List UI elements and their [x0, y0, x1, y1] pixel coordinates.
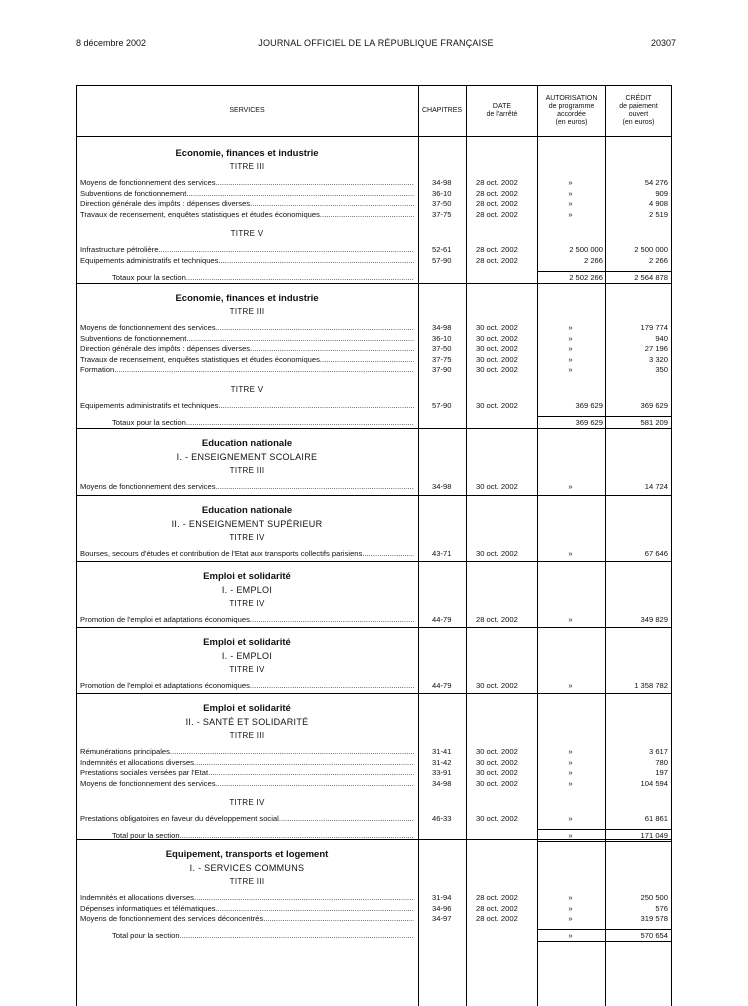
- section-title: Education nationale: [201, 438, 293, 449]
- credit-cell: 250 500: [640, 893, 668, 902]
- table-row: [76, 549, 672, 560]
- table-row: [76, 344, 672, 355]
- service-label: Infrastructure pétrolière .....: [80, 245, 414, 256]
- service-label: Subventions de fonctionnement .....: [80, 334, 414, 345]
- column-divider: [605, 86, 606, 1006]
- service-label: Subventions de fonctionnement .....: [80, 189, 414, 200]
- chapter-cell: 52-61: [432, 245, 452, 255]
- table-row: [76, 401, 672, 412]
- table-border-right: [671, 86, 672, 1006]
- titre-heading: TITRE V: [230, 229, 264, 239]
- chapter-cell: 34-98: [432, 482, 452, 491]
- autorisation-cell: »: [568, 831, 573, 840]
- autorisation-cell: »: [568, 903, 573, 913]
- credit-cell: 3 617: [648, 747, 668, 756]
- credit-cell: 1 358 782: [634, 681, 668, 690]
- chapter-cell: 57-90: [432, 401, 452, 410]
- table-row: [76, 914, 672, 925]
- date-cell: 28 oct. 2002: [476, 245, 518, 255]
- credit-cell: 570 654: [640, 930, 668, 940]
- credit-cell: 4 908: [648, 199, 668, 209]
- chapter-cell: 46-33: [432, 814, 452, 824]
- date-cell: 30 oct. 2002: [476, 549, 518, 558]
- credit-cell: 67 646: [644, 549, 668, 558]
- titre-heading: TITRE IV: [229, 599, 265, 608]
- chapter-cell: 44-79: [432, 681, 452, 690]
- autorisation-cell: »: [568, 365, 573, 375]
- titre-heading: TITRE IV: [229, 798, 265, 808]
- date-cell: 28 oct. 2002: [476, 188, 518, 198]
- total-rule: [538, 841, 672, 842]
- autorisation-cell: »: [568, 209, 573, 219]
- table-row: [76, 814, 672, 825]
- column-header-chapitres: CHAPITRES: [421, 107, 463, 114]
- autorisation-cell: 2 502 266: [569, 272, 603, 282]
- column-header-services: SERVICES: [229, 107, 265, 114]
- autorisation-cell: 2 500 000: [569, 245, 603, 255]
- header-rule: [76, 136, 672, 137]
- chapter-cell: 36-10: [432, 188, 452, 198]
- service-label: Direction générale des impôts : dépenses diverses .....: [80, 199, 414, 210]
- service-label: Bourses, secours d'études et contribution de l'Etat aux transports collectifs parisiens .....: [80, 549, 414, 560]
- chapter-cell: 31-41: [432, 747, 452, 756]
- chapter-cell: 34-96: [432, 903, 452, 913]
- autorisation-cell: »: [568, 549, 573, 558]
- titre-heading: TITRE III: [229, 877, 265, 886]
- chapter-cell: 37-50: [432, 199, 452, 209]
- table-row: [76, 779, 672, 790]
- credit-cell: 54 276: [644, 178, 668, 187]
- section-divider: [76, 561, 672, 562]
- date-cell: 30 oct. 2002: [476, 401, 518, 410]
- table-row: [76, 482, 672, 493]
- column-header-credit: CRÉDIT de paiement ouvert (en euros): [619, 95, 658, 126]
- total-rule: [538, 929, 672, 930]
- table-row: [76, 758, 672, 769]
- table-row: [76, 365, 672, 376]
- titre-heading: TITRE III: [229, 466, 265, 475]
- date-cell: 30 oct. 2002: [476, 333, 518, 343]
- titre-heading: TITRE V: [230, 385, 264, 394]
- credit-cell: 940: [655, 333, 668, 343]
- table-row: [76, 189, 672, 200]
- chapter-cell: 31-42: [432, 757, 452, 767]
- table-row: [76, 323, 672, 334]
- credit-cell: 2 564 878: [634, 272, 668, 282]
- date-cell: 30 oct. 2002: [476, 482, 518, 491]
- date-cell: 30 oct. 2002: [476, 778, 518, 788]
- service-label: Travaux de recensement, enquêtes statistiques et études économiques .....: [80, 210, 414, 221]
- chapter-cell: 33-91: [432, 768, 452, 778]
- chapter-cell: 36-10: [432, 333, 452, 343]
- service-label: Prestations sociales versées par l'Etat .....: [80, 768, 414, 779]
- total-rule: [538, 829, 672, 830]
- table-row: [76, 334, 672, 345]
- section-title: Emploi et solidarité: [203, 703, 291, 714]
- table-row: [76, 747, 672, 758]
- section-title: Emploi et solidarité: [203, 571, 291, 582]
- autorisation-cell: 369 629: [575, 417, 603, 427]
- autorisation-cell: »: [568, 681, 573, 690]
- date-cell: 30 oct. 2002: [476, 323, 518, 332]
- service-label: Direction générale des impôts : dépenses diverses .....: [80, 344, 414, 355]
- credit-cell: 14 724: [644, 482, 668, 491]
- service-label: Prestations obligatoires en faveur du développement social .....: [80, 814, 414, 825]
- service-label: Promotion de l'emploi et adaptations économiques .....: [80, 615, 414, 626]
- chapter-cell: 57-90: [432, 256, 452, 265]
- date-cell: 28 oct. 2002: [476, 914, 518, 924]
- section-title: Emploi et solidarité: [203, 637, 291, 648]
- credit-cell: 2 500 000: [634, 245, 668, 255]
- service-label: Travaux de recensement, enquêtes statistiques et études économiques .....: [80, 355, 414, 366]
- titre-heading: TITRE III: [229, 162, 265, 171]
- autorisation-cell: »: [568, 930, 573, 940]
- chapter-cell: 31-94: [432, 893, 452, 902]
- table-row: [76, 256, 672, 267]
- chapter-cell: 34-98: [432, 778, 452, 788]
- date-cell: 30 oct. 2002: [476, 681, 518, 690]
- total-label: Totaux pour la section .....: [112, 273, 414, 284]
- service-label: Moyens de fonctionnement des services déconcentrés .....: [80, 914, 414, 925]
- page-header: [76, 38, 676, 52]
- table-row: [76, 245, 672, 256]
- date-cell: 30 oct. 2002: [476, 354, 518, 364]
- titre-heading: TITRE IV: [229, 665, 265, 674]
- date-cell: 30 oct. 2002: [476, 814, 518, 824]
- date-cell: 28 oct. 2002: [476, 615, 518, 624]
- table-row: [76, 681, 672, 692]
- chapter-cell: 34-98: [432, 178, 452, 187]
- autorisation-cell: »: [568, 768, 573, 778]
- section-subtitle: II. - SANTÉ ET SOLIDARITÉ: [185, 717, 309, 727]
- total-label: Total pour la section .....: [112, 931, 414, 942]
- autorisation-cell: »: [568, 814, 573, 824]
- credit-cell: 2 519: [648, 209, 668, 219]
- credit-cell: 909: [655, 188, 668, 198]
- credit-cell: 780: [655, 757, 668, 767]
- section-divider: [76, 693, 672, 694]
- autorisation-cell: »: [568, 914, 573, 924]
- autorisation-cell: »: [568, 178, 573, 187]
- total-rule: [538, 941, 672, 942]
- date-cell: 30 oct. 2002: [476, 747, 518, 756]
- column-header-autorisation: AUTORISATION de programme accordée (en euros): [545, 95, 598, 126]
- table-row: [76, 768, 672, 779]
- date-cell: 30 oct. 2002: [476, 365, 518, 375]
- service-label: Equipements administratifs et techniques .....: [80, 256, 414, 267]
- table-row: [76, 893, 672, 904]
- autorisation-cell: »: [568, 344, 573, 354]
- date-cell: 28 oct. 2002: [476, 893, 518, 902]
- service-label: Indemnités et allocations diverses .....: [80, 893, 414, 904]
- chapter-cell: 44-79: [432, 615, 452, 624]
- credit-cell: 2 266: [648, 256, 668, 265]
- service-label: Moyens de fonctionnement des services .....: [80, 482, 414, 493]
- credit-cell: 197: [655, 768, 668, 778]
- chapter-cell: 37-75: [432, 354, 452, 364]
- chapter-cell: 34-97: [432, 914, 452, 924]
- autorisation-cell: »: [568, 482, 573, 491]
- table-row: [76, 178, 672, 189]
- credit-cell: 61 861: [644, 814, 668, 824]
- service-label: Moyens de fonctionnement des services .....: [80, 779, 414, 790]
- credit-cell: 369 629: [640, 401, 668, 410]
- autorisation-cell: 2 266: [583, 256, 603, 265]
- section-subtitle: II. - ENSEIGNEMENT SUPÉRIEUR: [171, 519, 323, 529]
- table-row: [76, 199, 672, 210]
- section-title: Economie, finances et industrie: [175, 148, 319, 159]
- credit-cell: 350: [655, 365, 668, 375]
- service-label: Formation .....: [80, 365, 414, 376]
- service-label: Equipements administratifs et techniques .....: [80, 401, 414, 412]
- section-divider: [76, 283, 672, 284]
- table-row: [76, 615, 672, 626]
- column-divider: [418, 86, 419, 1006]
- autorisation-cell: 369 629: [575, 401, 603, 410]
- total-rule: [538, 416, 672, 417]
- chapter-cell: 34-98: [432, 323, 452, 332]
- header-date: 8 décembre 2002: [76, 38, 147, 48]
- autorisation-cell: »: [568, 778, 573, 788]
- section-subtitle: I. - EMPLOI: [221, 651, 273, 661]
- section-divider: [76, 428, 672, 429]
- credit-cell: 349 829: [640, 615, 668, 624]
- chapter-cell: 37-75: [432, 209, 452, 219]
- total-label: Total pour la section .....: [112, 831, 414, 842]
- autorisation-cell: »: [568, 188, 573, 198]
- chapter-cell: 37-50: [432, 344, 452, 354]
- credit-cell: 576: [655, 903, 668, 913]
- autorisation-cell: »: [568, 199, 573, 209]
- titre-heading: TITRE IV: [229, 533, 265, 542]
- date-cell: 28 oct. 2002: [476, 199, 518, 209]
- autorisation-cell: »: [568, 354, 573, 364]
- autorisation-cell: »: [568, 333, 573, 343]
- table-row: [76, 355, 672, 366]
- section-divider: [76, 627, 672, 628]
- titre-heading: TITRE III: [229, 731, 265, 740]
- service-label: Indemnités et allocations diverses .....: [80, 758, 414, 769]
- section-subtitle: I. - ENSEIGNEMENT SCOLAIRE: [176, 452, 318, 462]
- autorisation-cell: »: [568, 893, 573, 902]
- service-label: Promotion de l'emploi et adaptations économiques .....: [80, 681, 414, 692]
- autorisation-cell: »: [568, 757, 573, 767]
- section-subtitle: I. - SERVICES COMMUNS: [189, 863, 305, 873]
- credit-cell: 104 594: [640, 778, 668, 788]
- service-label: Rémunérations principales .....: [80, 747, 414, 758]
- section-title: Equipement, transports et logement: [165, 849, 329, 860]
- credit-cell: 171 049: [640, 831, 668, 840]
- service-label: Moyens de fonctionnement des services .....: [80, 178, 414, 189]
- autorisation-cell: »: [568, 323, 573, 332]
- section-divider: [76, 495, 672, 496]
- titre-heading: TITRE III: [229, 307, 265, 316]
- column-header-date: DATE de l'arrêté: [486, 103, 518, 118]
- date-cell: 28 oct. 2002: [476, 209, 518, 219]
- credit-cell: 319 578: [640, 914, 668, 924]
- column-divider: [537, 86, 538, 1006]
- date-cell: 28 oct. 2002: [476, 256, 518, 265]
- credit-cell: 179 774: [640, 323, 668, 332]
- credit-cell: 27 196: [644, 344, 668, 354]
- credits-table: [76, 85, 672, 1006]
- date-cell: 28 oct. 2002: [476, 178, 518, 187]
- service-label: Moyens de fonctionnement des services .....: [80, 323, 414, 334]
- table-row: [76, 904, 672, 915]
- table-row: [76, 210, 672, 221]
- chapter-cell: 43-71: [432, 549, 452, 558]
- chapter-cell: 37-90: [432, 365, 452, 375]
- journal-title: JOURNAL OFFICIEL DE LA RÉPUBLIQUE FRANÇAISE: [258, 38, 494, 48]
- date-cell: 28 oct. 2002: [476, 903, 518, 913]
- total-label: Totaux pour la section .....: [112, 418, 414, 429]
- section-title: Education nationale: [201, 505, 293, 516]
- total-rule: [538, 271, 672, 272]
- section-subtitle: I. - EMPLOI: [221, 585, 273, 595]
- section-divider: [76, 839, 672, 840]
- date-cell: 30 oct. 2002: [476, 344, 518, 354]
- column-divider: [466, 86, 467, 1006]
- service-label: Dépenses informatiques et télématiques .....: [80, 904, 414, 915]
- page-number: 20307: [650, 38, 676, 48]
- credit-cell: 3 320: [648, 354, 668, 364]
- autorisation-cell: »: [568, 615, 573, 624]
- date-cell: 30 oct. 2002: [476, 757, 518, 767]
- section-title: Economie, finances et industrie: [175, 293, 319, 304]
- autorisation-cell: »: [568, 747, 573, 756]
- date-cell: 30 oct. 2002: [476, 768, 518, 778]
- credit-cell: 581 209: [640, 417, 668, 427]
